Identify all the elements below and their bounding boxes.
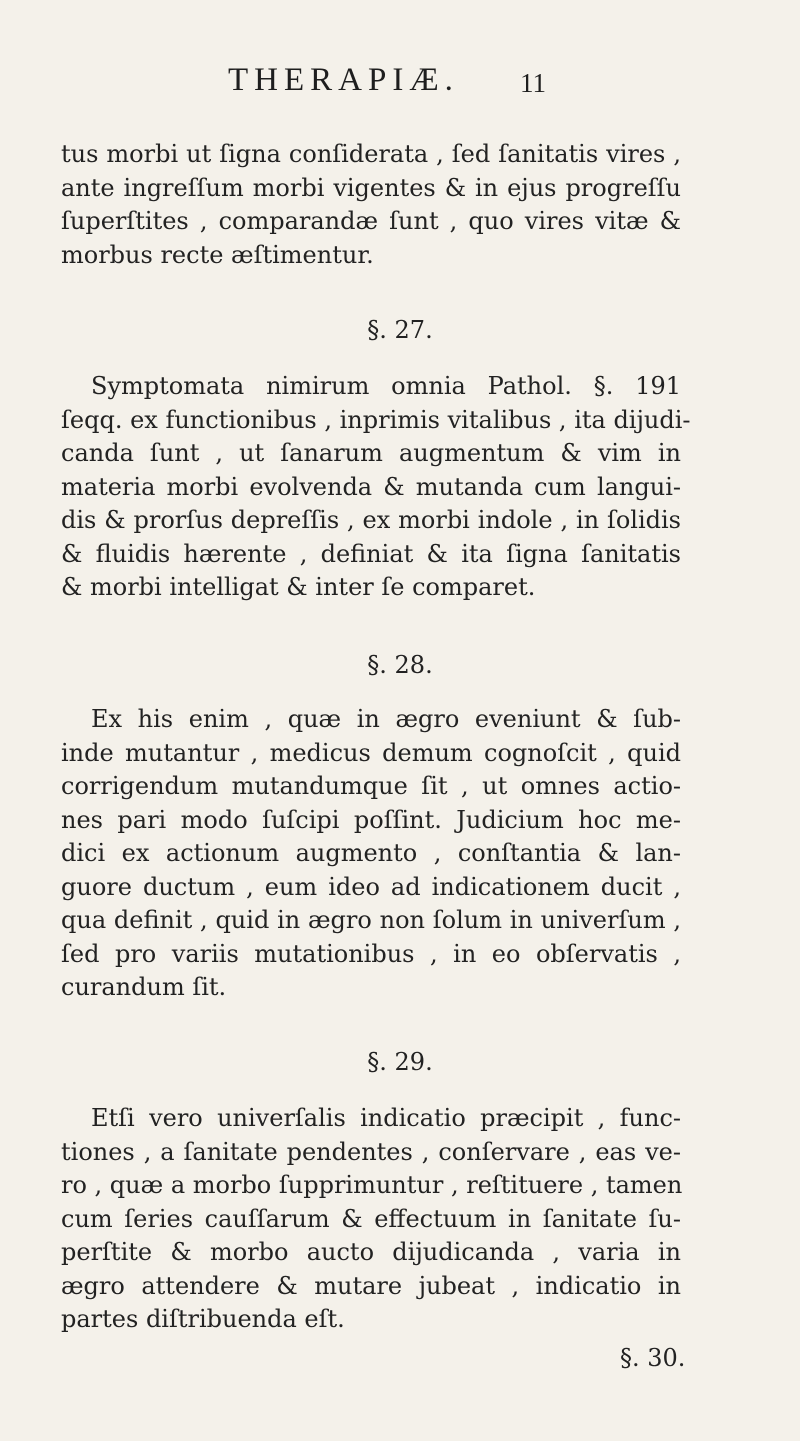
text-line: corrigendum mutandumque ſit , ut omnes actio- bbox=[61, 772, 681, 800]
text-line: & morbi intelligat & inter ſe comparet. bbox=[61, 573, 536, 601]
text-line: materia morbi evolvenda & mutanda cum langui- bbox=[61, 472, 681, 501]
text-line: perſtite & morbo aucto dijudicanda , varia in bbox=[61, 1238, 681, 1266]
running-head bbox=[0, 62, 800, 102]
text-line: nes pari modo ſuſcipi poſſint. Judicium hoc me- bbox=[61, 805, 681, 834]
text-line: ſeqq. ex functionibus , inprimis vitalibus , ita dijudi- bbox=[61, 405, 691, 434]
text-line: Etſi vero univerſalis indicatio præcipit , func- bbox=[91, 1104, 681, 1132]
text-line: Ex his enim , quæ in ægro eveniunt & ſub- bbox=[91, 705, 681, 733]
text-line: tus morbi ut ſigna conſiderata , ſed ſanitatis vires , bbox=[61, 140, 681, 168]
section-heading-29: §. 29. bbox=[367, 1048, 433, 1076]
text-line: morbus recte æſtimentur. bbox=[61, 240, 374, 269]
page-number: 11 bbox=[520, 68, 546, 98]
running-title: THERAPIÆ. bbox=[228, 62, 459, 98]
text-line: Symptomata nimirum omnia Pathol. §. 191 bbox=[91, 372, 681, 400]
text-line: ſuperſtites , comparandæ ſunt , quo vires vitæ & bbox=[61, 207, 681, 235]
text-line: ægro attendere & mutare jubeat , indicatio in bbox=[61, 1271, 681, 1300]
text-line: partes diſtribuenda eſt. bbox=[61, 1305, 345, 1333]
text-line: & fluidis hærente , definiat & ita ſigna ſanitatis bbox=[61, 539, 681, 568]
text-line: inde mutantur , medicus demum cognoſcit , quid bbox=[61, 738, 681, 767]
text-line: dici ex actionum augmento , conſtantia & lan- bbox=[61, 839, 681, 867]
text-line: guore ductum , eum ideo ad indicationem ducit , bbox=[61, 872, 681, 901]
paragraph-29 bbox=[61, 1102, 681, 1337]
paragraph-continuation bbox=[61, 138, 681, 272]
text-line: canda ſunt , ut ſanarum augmentum & vim in bbox=[61, 439, 681, 467]
paragraph-28 bbox=[61, 703, 681, 1005]
section-heading-27: §. 27. bbox=[367, 316, 433, 344]
text-line: ro , quæ a morbo ſupprimuntur , reſtituere , tamen bbox=[61, 1171, 683, 1199]
catchword: §. 30. bbox=[620, 1344, 686, 1372]
text-line: qua definit , quid in ægro non ſolum in univerſum , bbox=[61, 906, 681, 934]
section-heading-28: §. 28. bbox=[367, 651, 433, 679]
text-line: cum ſeries cauſſarum & effectuum in ſanitate ſu- bbox=[61, 1204, 681, 1233]
paragraph-27 bbox=[61, 370, 691, 605]
text-line: curandum ſit. bbox=[61, 973, 227, 1001]
text-line: dis & prorſus depreſſis , ex morbi indole , in ſolidis bbox=[61, 506, 681, 534]
text-line: ante ingreſſum morbi vigentes & in ejus progreſſu bbox=[61, 173, 681, 202]
text-line: ſed pro variis mutationibus , in eo obſervatis , bbox=[61, 939, 681, 968]
text-line: tiones , a ſanitate pendentes , conſervare , eas ve- bbox=[61, 1137, 681, 1166]
